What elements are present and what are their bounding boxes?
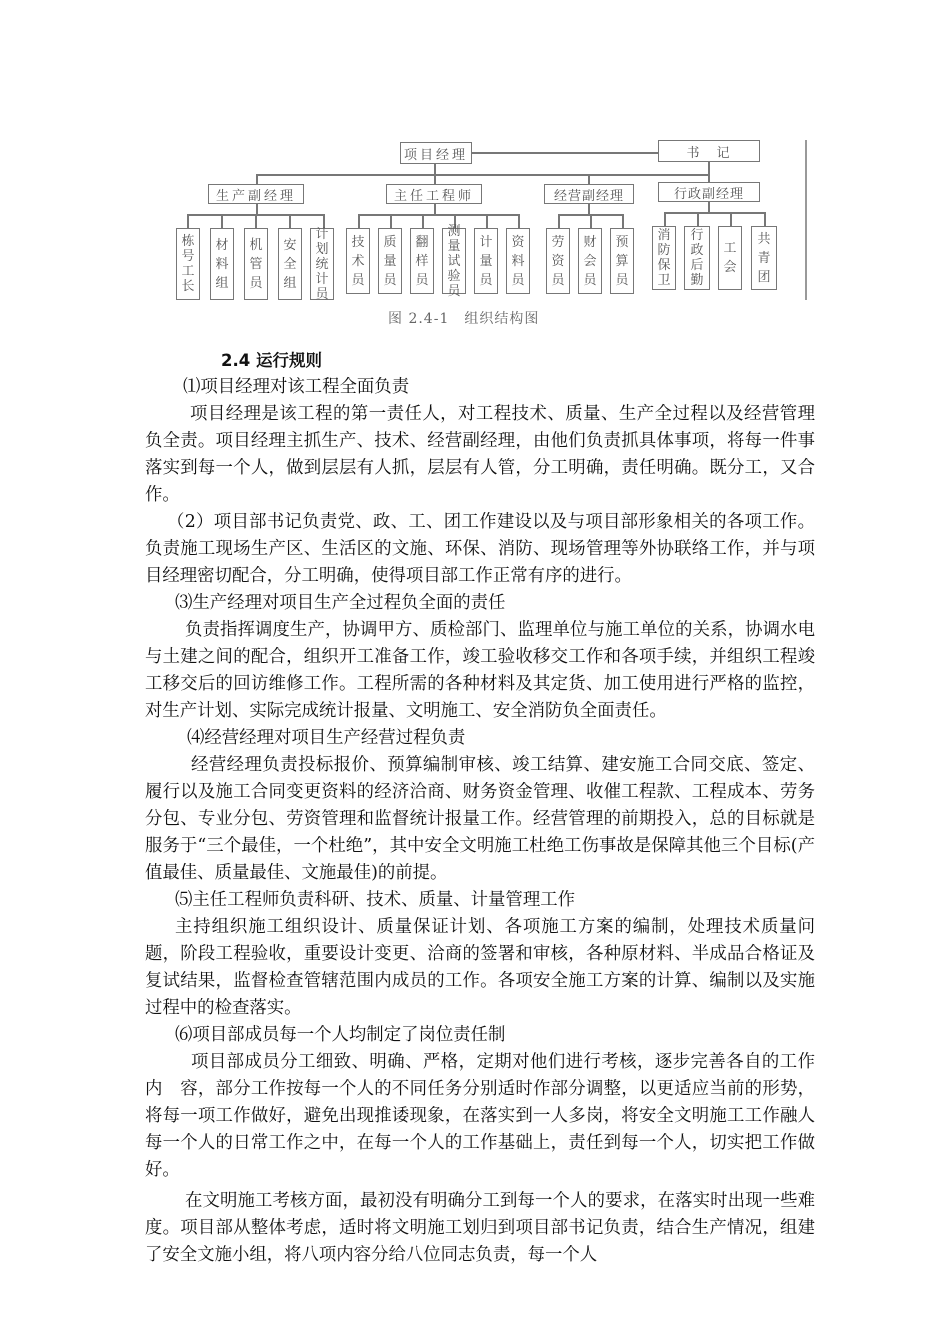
connector xyxy=(764,212,766,226)
connector xyxy=(434,174,436,184)
org-node-chief-engineer: 主任工程师 xyxy=(386,184,482,204)
org-leaf: 测 量 试 验 员 xyxy=(442,228,466,294)
body-text xyxy=(145,347,815,1269)
connector xyxy=(358,214,518,216)
connector xyxy=(622,214,624,228)
paragraph: ⑴项目经理对该工程全面负责 xyxy=(183,377,410,397)
org-leaf: 计 量 员 xyxy=(474,228,498,294)
connector xyxy=(422,214,424,228)
connector xyxy=(697,212,699,226)
org-node-admin-vp: 行政副经理 xyxy=(658,182,760,202)
connector xyxy=(221,214,223,228)
connector xyxy=(434,204,436,214)
org-leaf: 预 算 员 xyxy=(610,228,634,294)
connector xyxy=(588,204,590,214)
paragraph: ⑸主任工程师负责科研、技术、质量、计量管理工作 xyxy=(175,890,575,910)
figure-caption: 图 2.4-1 组织结构图 xyxy=(388,311,540,327)
org-node-production-vp: 生产副经理 xyxy=(208,184,304,204)
section-heading: 2.4 运行规则 xyxy=(221,351,322,370)
paragraph: （2）项目部书记负责党、政、工、团工作建设以及与项目部形象相关的各项工作。负责施工现场生产区、生活区的文施、环保、消防、现场管理等外协联络工作，并与项目经理密切配合，分工明确，使得项目部工作正常有序的进行。 xyxy=(145,512,815,586)
connector xyxy=(255,214,257,228)
connector xyxy=(486,214,488,228)
org-node-project-manager: 项目经理 xyxy=(400,142,472,164)
connector xyxy=(588,174,590,184)
connector xyxy=(664,212,666,226)
connector xyxy=(256,174,258,184)
paragraph: ⑷经营经理对项目生产经营过程负责 xyxy=(187,728,466,748)
connector xyxy=(590,214,592,228)
org-node-business-vp: 经营副经理 xyxy=(544,184,634,204)
paragraph: 在文明施工考核方面，最初没有明确分工到每一个人的要求，在落实时出现一些难度。项目部从整体考虑，适时将文明施工划归到项目部书记负责，结合生产情况，组建了安全文施小组，将八项内容分给八位同志负责，每一个人 xyxy=(145,1191,815,1265)
org-leaf: 技 术 员 xyxy=(346,228,370,294)
connector xyxy=(708,202,710,212)
org-leaf: 共 青 团 xyxy=(751,226,777,290)
connector xyxy=(289,214,291,228)
org-leaf: 计 划 统 计 员 xyxy=(310,228,334,300)
connector xyxy=(730,212,732,226)
paragraph: 经营经理负责投标报价、预算编制审核、竣工结算、建安施工合同交底、签定、履行以及施工合同变更资料的经济洽商、财务资金管理、收催工程款、工程成本、劳务分包、专业分包、劳资管理和监督统计报量工作。经营管理的前期投入，总的目标就是服务于“三个最佳，一个杜绝”，其中安全文明施工杜绝工伤事故是保障其他三个目标(产值最佳、质量最佳、文施最佳)的前提。 xyxy=(145,755,815,883)
org-leaf: 行 政 后 勤 xyxy=(684,226,710,290)
org-leaf: 财 会 员 xyxy=(578,228,602,294)
paragraph: 项目部成员分工细致、明确、严格，定期对他们进行考核，逐步完善各自的工作内 容，部分工作按每一个人的不同任务分别适时作部分调整，以更适应当前的形势，将每一项工作做好，避免出现推诿现象，在落实到一人多岗，将安全文明施工工作融人每一个人的日常工作之中，在每一个人的工作基础上，责任到每一个人，切实把工作做好。 xyxy=(145,1052,815,1180)
connector xyxy=(434,164,436,174)
connector xyxy=(390,214,392,228)
paragraph: ⑶生产经理对项目生产全过程负全面的责任 xyxy=(175,593,506,613)
org-leaf: 安 全 组 xyxy=(278,228,302,300)
paragraph: ⑹项目部成员每一个人均制定了岗位责任制 xyxy=(175,1025,506,1045)
connector xyxy=(708,162,710,182)
org-leaf: 工 会 xyxy=(718,226,742,290)
org-leaf: 材 料 组 xyxy=(210,228,234,300)
org-leaf: 消 防 保 卫 xyxy=(652,226,676,290)
org-leaf: 机 管 员 xyxy=(244,228,268,300)
org-leaf: 翻 样 员 xyxy=(410,228,434,294)
connector xyxy=(187,214,189,228)
connector xyxy=(358,214,360,228)
connector xyxy=(558,214,560,228)
connector xyxy=(518,214,520,228)
connector xyxy=(256,204,258,214)
figure-edge xyxy=(805,140,807,300)
paragraph: 负责指挥调度生产，协调甲方、质检部门、监理单位与施工单位的关系，协调水电与土建之间的配合，组织开工准备工作，竣工验收移交工作和各项手续，并组织工程竣工移交后的回访维修工作。工程所需的各种材料及其定货、加工使用进行严格的监控，对生产计划、实际完成统计报量、文明施工、安全消防负全面责任。 xyxy=(145,620,815,721)
paragraph: 项目经理是该工程的第一责任人，对工程技术、质量、生产全过程以及经营管理负全责。项目经理主抓生产、技术、经营副经理，由他们负责抓具体事项，将每一件事落实到每一个人，做到层层有人抓，层层有人管，分工明确，责任明确。既分工，又合作。 xyxy=(145,404,815,505)
connector xyxy=(256,174,708,176)
org-leaf: 质 量 员 xyxy=(378,228,402,294)
connector xyxy=(664,212,764,214)
connector xyxy=(472,152,658,154)
org-leaf: 栋 号 工 长 xyxy=(176,228,200,300)
org-leaf: 资 料 员 xyxy=(506,228,530,294)
org-leaf: 劳 资 员 xyxy=(546,228,570,294)
paragraph: 主持组织施工组织设计、质量保证计划、各项施工方案的编制，处理技术质量问题，阶段工程验收，重要设计变更、洽商的签署和审核，各种原材料、半成品合格证及复试结果，监督检查管辖范围内成员的工作。各项安全施工方案的计算、编制以及实施过程中的检查落实。 xyxy=(145,917,815,1018)
org-node-secretary: 书 记 xyxy=(658,140,760,162)
